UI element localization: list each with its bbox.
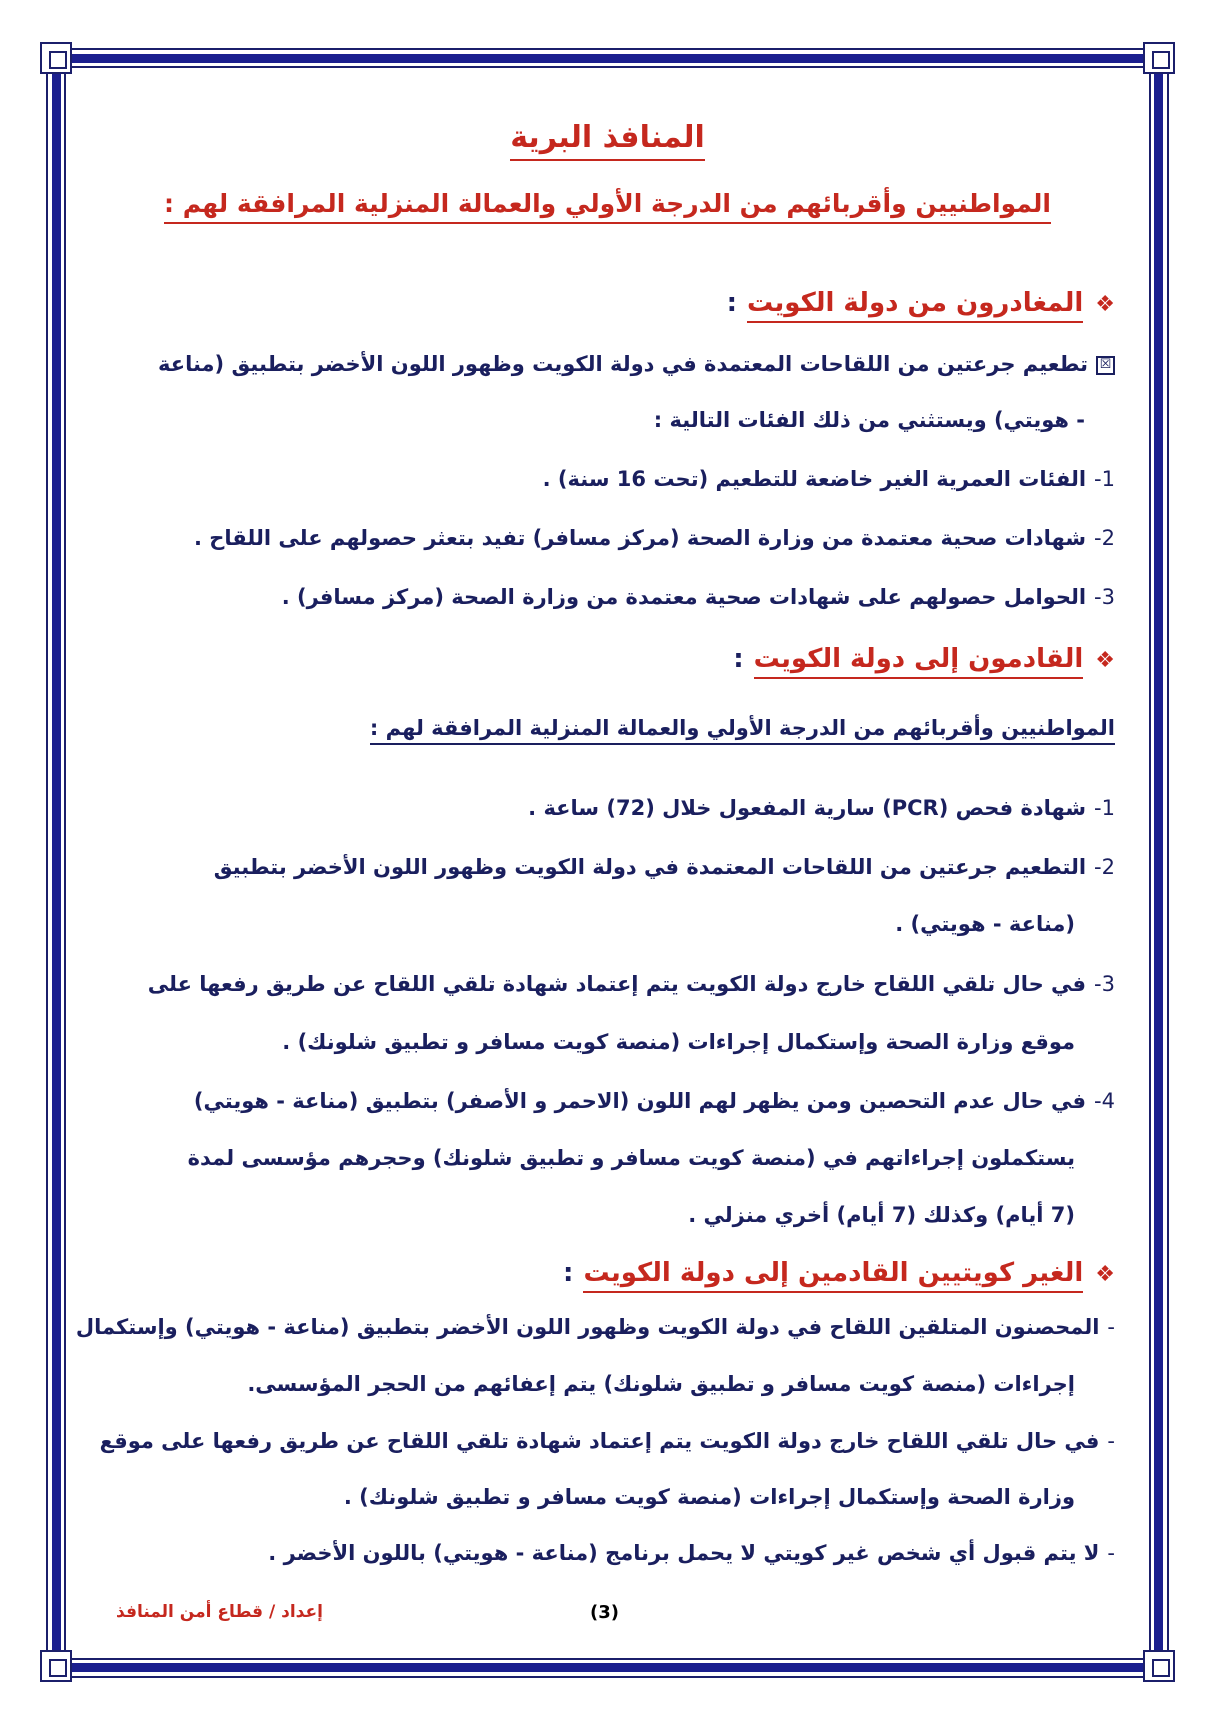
bullet-star-icon: ❖: [1095, 648, 1115, 673]
list-item: -المحصنون المتلقين اللقاح في دولة الكويت وظهور اللون الأخضر بتطبيق (مناعة - هويتي) وإستكمال: [75, 1315, 1115, 1339]
page-subtitle: المواطنيين وأقربائهم من الدرجة الأولي والعمالة المنزلية المرافقة لهم :: [100, 189, 1115, 218]
list-item-continuation: وزارة الصحة وإستكمال إجراءات (منصة كويت مسافر و تطبيق شلونك) .: [343, 1485, 1075, 1509]
list-item: 3-الحوامل حصولهم على شهادات صحية معتمدة من وزارة الصحة (مركز مسافر) .: [281, 585, 1115, 609]
list-item: 2-شهادات صحية معتمدة من وزارة الصحة (مركز مسافر) تفيد بتعثر حصولهم على اللقاح .: [193, 526, 1115, 550]
frame-corner-top-left: [40, 42, 72, 74]
list-item-continuation: إجراءات (منصة كويت مسافر و تطبيق شلونك) يتم إعفائهم من الحجر المؤسسى.: [247, 1372, 1075, 1396]
footer-prepared-by: إعداد / قطاع أمن المنافذ: [116, 1602, 323, 1622]
bullet-star-icon: ❖: [1095, 1262, 1115, 1287]
checkbox-icon: ☒: [1096, 356, 1115, 375]
list-item: 1-الفئات العمرية الغير خاضعة للتطعيم (تحت 16 سنة) .: [542, 467, 1115, 491]
list-item-continuation: يستكملون إجراءاتهم في (منصة كويت مسافر و تطبيق شلونك) وحجرهم مؤسسى لمدة: [187, 1146, 1075, 1170]
frame-corner-top-right: [1143, 42, 1175, 74]
list-item: 3-في حال تلقي اللقاح خارج دولة الكويت يتم إعتماد شهادة تلقي اللقاح عن طريق رفعها على: [147, 972, 1115, 996]
list-item: 4-في حال عدم التحصين ومن يظهر لهم اللون (الاحمر و الأصفر) بتطبيق (مناعة - هويتي): [193, 1089, 1115, 1113]
bullet-star-icon: ❖: [1095, 292, 1115, 317]
section-heading-non-kuwaiti: ❖الغير كويتيين القادمين إلى دولة الكويت:: [563, 1258, 1115, 1288]
frame-corner-bottom-right: [1143, 1650, 1175, 1682]
list-item: 2-التطعيم جرعتين من اللقاحات المعتمدة في دولة الكويت وظهور اللون الأخضر بتطبيق: [213, 855, 1115, 879]
page-number: (3): [590, 1602, 619, 1623]
section-heading-arriving: ❖القادمون إلى دولة الكويت:: [733, 644, 1115, 674]
section1-intro-line1: ☒تطعيم جرعتين من اللقاحات المعتمدة في دولة الكويت وظهور اللون الأخضر بتطبيق (مناعة: [158, 352, 1115, 376]
document-body: [75, 110, 1115, 1650]
list-item-continuation: (مناعة - هويتي) .: [895, 912, 1075, 936]
list-item: -لا يتم قبول أي شخص غير كويتي لا يحمل برنامج (مناعة - هويتي) باللون الأخضر .: [268, 1541, 1115, 1565]
section-heading-departing: ❖المغادرون من دولة الكويت:: [727, 288, 1115, 318]
section2-subheading: المواطنيين وأقربائهم من الدرجة الأولي والعمالة المنزلية المرافقة لهم :: [370, 716, 1115, 740]
page-title: المنافذ البرية: [100, 120, 1115, 155]
section1-intro-line2: - هويتي) ويستثني من ذلك الفئات التالية :: [653, 408, 1085, 432]
list-item: 1-شهادة فحص (PCR) سارية المفعول خلال (72) ساعة .: [528, 796, 1115, 820]
frame-corner-bottom-left: [40, 1650, 72, 1682]
list-item-continuation: موقع وزارة الصحة وإستكمال إجراءات (منصة كويت مسافر و تطبيق شلونك) .: [282, 1030, 1075, 1054]
list-item-continuation: (7 أيام) وكذلك (7 أيام) أخري منزلي .: [688, 1203, 1075, 1227]
list-item: -في حال تلقي اللقاح خارج دولة الكويت يتم إعتماد شهادة تلقي اللقاح عن طريق رفعها على موقع: [99, 1429, 1115, 1453]
